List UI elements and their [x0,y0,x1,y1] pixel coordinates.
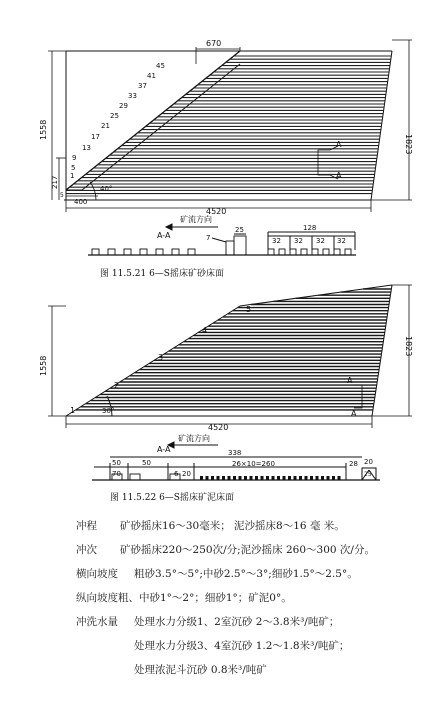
section-rib [283,476,286,480]
fig1-caption: 图 11.5.21 6—S摇床矿砂床面 [100,269,224,279]
section-rib [266,476,269,480]
section-rib [156,249,163,255]
section-rib [92,249,99,255]
section-rib [250,476,253,480]
param-cross-slope [76,568,358,580]
section-rib [277,476,280,480]
fig1-angle: 40° [100,185,113,193]
groove-number: 45 [156,62,165,70]
section-rib [217,476,220,480]
section-rib [312,249,318,255]
fig1-flow-label: 矿流方向 [180,215,212,224]
param-frequency [76,544,375,556]
fig1-section-marker-bottom: A [336,171,342,180]
fig1-bottom-dim: 400 [74,198,88,206]
section-rib-tall [226,241,234,255]
section-rib [244,476,247,480]
figure-2-section-ribs [112,474,341,480]
fig1-section-dims [272,237,346,245]
section-rib [345,249,351,255]
groove-number: 5 [246,305,252,314]
fig2-flow-label: 矿流方向 [178,434,210,443]
section-rib [305,476,308,480]
fig2-dim-20b: 20 [364,458,373,466]
groove-number: 2 [114,381,120,390]
section-rib [299,476,302,480]
param-wash-water-3 [134,664,267,676]
param-text: 粗砂3.5°～5°;中砂2.5°～3°;细砂1.5°～2.5°。 [134,568,358,580]
groove-number: 9 [72,154,77,162]
section-rib [228,476,231,480]
section-dim: 32 [316,237,325,245]
groove-number: 33 [128,92,137,100]
fig1-left-b: 5 [60,192,64,199]
fig2-right-height: 1823 [404,336,413,357]
fig2-dim-20: 20 [182,470,191,478]
param-label: 冲次 [76,544,97,556]
param-wash-water [76,616,339,628]
section-dim: 32 [337,237,346,245]
section-dim: 32 [272,237,281,245]
fig2-section-marker-top: A [347,376,353,385]
fig1-sec-total: 128 [303,224,317,232]
section-rib [290,249,296,255]
fig1-section-label: A-A [157,231,171,240]
section-rib [172,249,179,255]
section-rib [294,476,297,480]
fig1-section-marker-top: A [336,140,342,149]
fig1-top-dim: 670 [206,39,222,48]
fig2-width: 4520 [208,423,229,432]
param-text: 处理水力分级1、2室沉砂 2～3.8米³/吨矿； [134,616,340,628]
fig1-left-total: 1558 [39,119,48,140]
section-rib [222,476,225,480]
param-text: 矿砂摇床16～30毫米； 泥沙摇床8～16 毫 米。 [120,520,345,532]
fig2-caption: 图 11.5.22 6—S摇床矿泥床面 [110,493,234,503]
param-label: 冲程 [76,520,97,532]
fig2-total-dim: 338 [228,449,242,457]
section-rib [323,249,329,255]
groove-number: 17 [91,133,100,141]
fig2-dim-50a: 50 [112,459,121,467]
param-long-slope [76,592,292,604]
fig2-left-height: 1558 [39,355,48,376]
figure-2-grooves [76,289,392,410]
section-rib-tall [234,236,246,255]
groove-number: 1 [70,172,75,180]
section-rib [200,476,203,480]
section-rib [272,476,275,480]
groove-number: 13 [82,144,91,152]
section-rib [310,476,313,480]
section-rib [233,476,236,480]
fig2-dim-6: 6 [174,470,179,478]
fig2-dim-28: 28 [349,460,358,468]
param-stroke [76,520,345,532]
groove-number: 37 [138,82,147,90]
section-rib [316,476,319,480]
param-label: 冲洗水量 [76,616,118,628]
section-rib [301,249,307,255]
section-rib [338,476,341,480]
param-label: 横向坡度 [76,568,118,580]
section-rib [124,249,131,255]
fig2-dim-70: 70 [112,470,121,478]
groove-number: 5 [71,164,76,172]
fig2-section-marker-bottom: A [351,409,357,418]
section-rib [279,249,285,255]
section-rib [206,476,209,480]
groove-number: 1 [70,406,76,415]
section-rib [327,476,330,480]
section-rib [108,249,115,255]
fig1-width: 4520 [206,207,227,216]
groove-number: 29 [119,102,128,110]
groove-number: 4 [202,326,208,335]
param-text: 处理浓泥斗沉砂 0.8米³/吨矿 [134,664,267,676]
section-rib [130,474,140,480]
section-rib [261,476,264,480]
param-text: 矿砂摇床220～250次/分;泥沙摇床 260～300 次/分。 [120,544,375,556]
section-rib [188,249,195,255]
fig1-left-low: 217 [51,175,59,189]
section-dim: 32 [294,237,303,245]
fig2-dim-25: 25 [364,471,372,478]
section-rib [255,476,258,480]
fig2-section-label: A-A [157,445,171,454]
section-rib [288,476,291,480]
fig1-right-height: 1823 [404,134,413,155]
groove-number: 21 [101,122,110,130]
fig2-dim-50b: 50 [142,459,151,467]
fig1-sec-small: 7 [206,234,211,242]
section-rib [239,476,242,480]
param-text: 处理水力分级3、4室沉砂 1.2～1.8米³/吨矿； [134,640,350,652]
param-label: 纵向坡度粗、中砂1°～2°；细砂1°；矿泥0°。 [76,592,292,604]
section-rib [321,476,324,480]
groove-number: 3 [158,353,164,362]
groove-number: 25 [110,112,119,120]
groove-number: 41 [147,72,156,80]
fig2-dim-formula: 26×10=260 [232,460,275,468]
section-rib [268,249,274,255]
section-rib [211,476,214,480]
section-rib [334,249,340,255]
fig2-angle: 30° [102,407,115,415]
figure-1-grooves [66,56,391,194]
fig1-sec-tall: 25 [235,226,244,234]
param-wash-water-2 [134,640,349,652]
section-rib [140,249,147,255]
section-rib [332,476,335,480]
